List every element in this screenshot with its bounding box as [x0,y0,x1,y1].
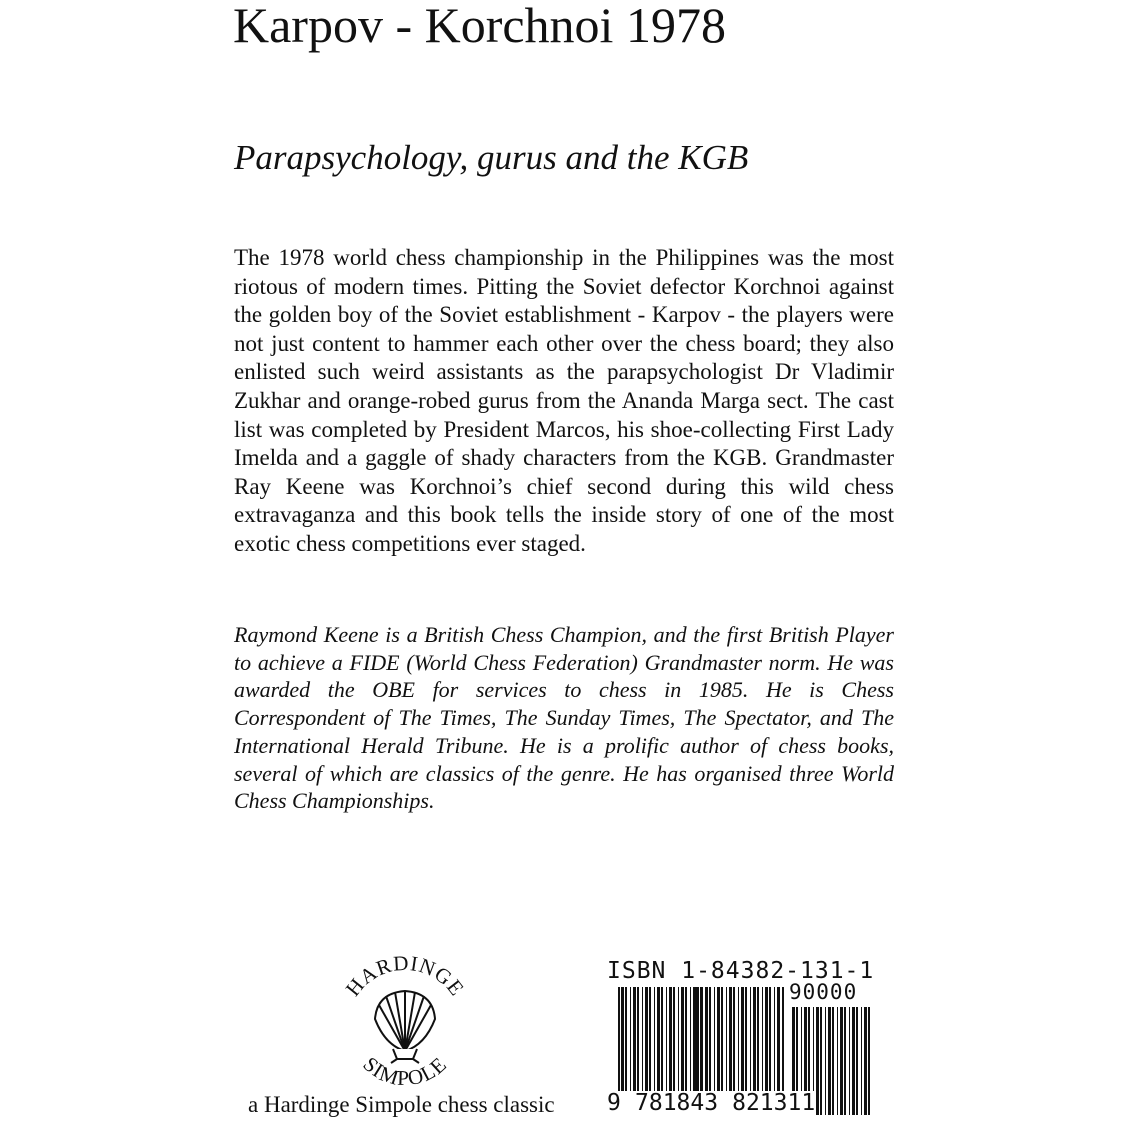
logo-bottom-text: SIMPOLE [358,1051,452,1085]
ean-group-1: 781843 [635,1090,719,1116]
ean-bar [642,987,643,1105]
ean-bar [733,987,735,1105]
ean-bar [661,987,663,1105]
ean-bar [750,987,751,1105]
addon-bar [868,1007,870,1115]
ean-bar [685,987,687,1105]
addon-bar [840,1007,843,1115]
ean-bar [625,987,627,1105]
ean-bar [678,987,679,1105]
addon-bar [864,1007,867,1115]
price-code-label: 90000 [789,980,858,1004]
ean-bar [709,987,711,1105]
ean-bar [693,987,696,1105]
ean-bar [757,987,759,1105]
ean-bar [637,987,639,1105]
book-title: Karpov - Korchnoi 1978 [233,0,726,53]
ean-bar [729,987,732,1105]
ean-bar [753,987,756,1105]
ean-bar [741,987,744,1105]
addon-bar [844,1007,846,1115]
addon-bar [816,1007,819,1115]
ean-bar [657,987,660,1105]
ean-bar [717,987,720,1105]
ean-bar [645,987,648,1105]
logo-top-text: HARDINGE [340,955,470,1001]
ean-bar [681,987,684,1105]
publisher-logo [328,955,482,1085]
isbn-label: ISBN 1-84382-131-1 [607,958,875,984]
ean-bar [769,987,771,1105]
ean-bar [714,987,715,1105]
addon-bar [849,1007,850,1115]
scallop-shell-icon [328,955,482,1085]
ean-bar [726,987,727,1105]
ean-group-2: 821311 [732,1090,816,1116]
ean-bar [633,987,636,1105]
author-bio: Raymond Keene is a British Chess Champion, and the first British Player to achieve a FIDE (World Chess Federation) Grandmaster norm. He was awarded the OBE for services to chess in 1985. He is Chess Correspondent of The Times, The Sunday Times, The Spectator, and The International Herald Tribune. He is a prolific author of chess books, several of which are classics of the genre. He has organised three World Chess Championships. [234,622,894,814]
ean-bar [745,987,747,1105]
addon-bar [861,1007,862,1115]
ean-bar [654,987,655,1105]
addon-bar [852,1007,855,1115]
ean-bar [630,987,631,1105]
book-subtitle: Parapsychology, gurus and the KGB [234,138,749,177]
ean-bar [765,987,768,1105]
publisher-tagline: a Hardinge Simpole chess classic [248,1092,555,1117]
ean-bar [649,987,651,1105]
ean-bar [774,987,775,1105]
ean-bar [738,987,739,1105]
ean-bar [762,987,763,1105]
ean-bar [721,987,723,1105]
ean-bar [705,987,708,1105]
addon-bar [828,1007,831,1115]
ean-bar [702,987,703,1105]
addon-bar [837,1007,838,1115]
addon-bar [820,1007,822,1115]
ean-bar [673,987,675,1105]
addon-bar [832,1007,834,1115]
addon-bar [825,1007,826,1115]
ean-lead-digit: 9 [607,1090,621,1116]
ean-bar [669,987,672,1105]
addon-bar [856,1007,858,1115]
ean-bar [690,987,691,1105]
ean-bar [666,987,667,1105]
book-blurb: The 1978 world chess championship in the Philippines was the most riotous of modern times. Pitting the Soviet defector Korchnoi against the golden boy of the Soviet establishment - Karpov - the players were not just content to hammer each other over the chess board; they also enlisted such weird assistants as the parapsychologist Dr Vladimir Zukhar and orange-robed gurus from the Ananda Marga sect. The cast list was completed by President Marcos, his shoe-collecting First Lady Imelda and a gaggle of shady characters from the KGB. Grandmaster Ray Keene was Korchnoi’s chief second during this wild chess extravaganza and this book tells the inside story of one of the most exotic chess competitions ever staged. [234,245,894,556]
ean-number [607,1091,815,1115]
